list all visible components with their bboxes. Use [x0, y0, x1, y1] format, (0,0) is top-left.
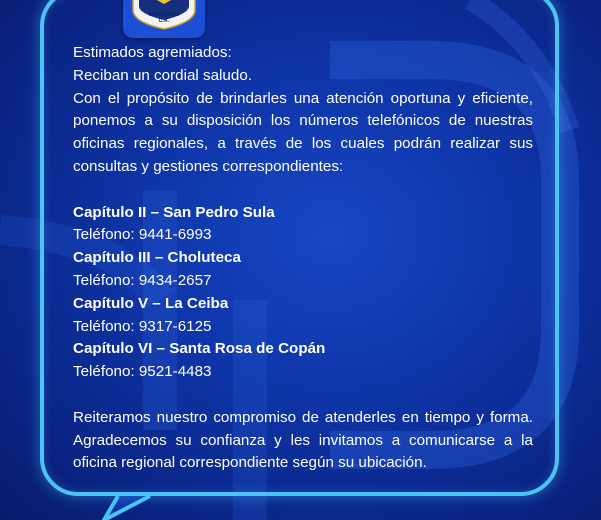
chapter-phone: Teléfono: 9317-6125	[73, 317, 212, 335]
greeting-text: Estimados agremiados:	[73, 44, 232, 61]
chapter-phone: Teléfono: 9441-6993	[73, 226, 212, 244]
message-body	[73, 42, 533, 475]
chapter-name: Capítulo VI – Santa Rosa de Copán	[73, 340, 326, 358]
logo-region-text: C.A.	[158, 18, 170, 24]
chapter-name: Capítulo III – Choluteca	[73, 249, 241, 267]
closing-paragraph: Reiteramos nuestro compromiso de atenderles en tiempo y forma. Agradecemos su confianza y les invitamos a comunicarse a la oficina regional correspondiente según su ubicación.	[73, 408, 533, 472]
logo-badge	[123, 0, 205, 38]
chapter-phone: Teléfono: 9434-2657	[73, 271, 212, 289]
logo-country-text: HONDURAS	[148, 12, 180, 18]
salutation-text: Reciban un cordial saludo.	[73, 66, 252, 84]
spacer	[73, 179, 533, 202]
chapter-name: Capítulo II – San Pedro Sula	[73, 203, 275, 221]
chapter-name: Capítulo V – La Ceiba	[73, 294, 229, 312]
spacer	[73, 384, 533, 407]
intro-paragraph: Con el propósito de brindarles una atención oportuna y eficiente, ponemos a su disposición los números telefónicos de nuestras oficinas regionales, a través de los cuales podrán realizar sus consultas y gestiones correspondientes:	[73, 89, 533, 175]
chapter-phone: Teléfono: 9521-4483	[73, 363, 212, 381]
